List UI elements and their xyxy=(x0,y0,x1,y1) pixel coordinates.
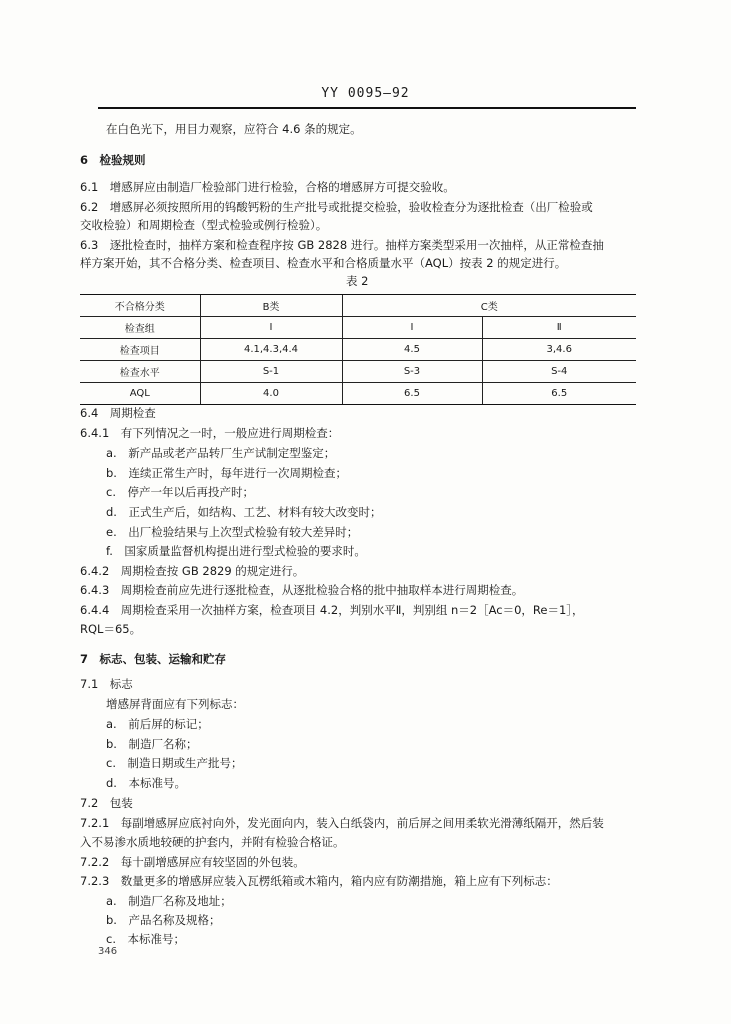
table-cell: 不合格分类 xyxy=(80,295,200,317)
table-cell: AQL xyxy=(80,383,200,405)
table-cell: Ⅰ xyxy=(342,317,482,339)
table-cell: 检查项目 xyxy=(80,339,200,361)
table-caption: 表 2 xyxy=(346,274,369,288)
text-line: RQL＝65。 xyxy=(80,622,142,636)
text-line: 6.4.3 周期检查前应先进行逐批检查，从逐批检验合格的批中抽取样本进行周期检查。 xyxy=(80,583,524,597)
table-row xyxy=(80,339,636,361)
table-cell: 检查水平 xyxy=(80,361,200,383)
text-line: 交收检验）和周期检查（型式检验或例行检验）。 xyxy=(80,218,328,232)
page-header: YY 0095—92 xyxy=(321,86,410,101)
text-line: 6.4.2 周期检查按 GB 2829 的规定进行。 xyxy=(80,564,305,578)
table-cell: 4.1,4.3,4.4 xyxy=(200,339,342,361)
list-item: b. 制造厂名称； xyxy=(106,737,198,751)
text-line: 入不易渗水质地较硬的护套内，并附有检验合格证。 xyxy=(80,835,345,849)
text-line: 7.2.1 每副增感屏应底衬向外，发光面向内，装入白纸袋内，前后屏之间用柔软光滑薄纸隔开，然后装 xyxy=(80,816,604,830)
table-cell: 6.5 xyxy=(342,383,482,405)
list-item: d. 正式生产后，如结构、工艺、材料有较大改变时； xyxy=(106,505,382,519)
subsection-heading: 7.2 包装 xyxy=(80,796,133,810)
header-rule xyxy=(98,107,636,109)
list-item: c. 停产一年以后再投产时； xyxy=(106,485,254,499)
table-cell: 6.5 xyxy=(482,383,636,405)
text-line: 7.2.3 数量更多的增感屏应装入瓦楞纸箱或木箱内，箱内应有防潮措施，箱上应有下列标志： xyxy=(80,874,558,888)
list-item: a. 新产品或老产品转厂生产试制定型鉴定； xyxy=(106,446,336,460)
table-row xyxy=(80,361,636,383)
list-item: c. 制造日期或生产批号； xyxy=(106,756,243,770)
list-item: b. 连续正常生产时，每年进行一次周期检查； xyxy=(106,466,347,480)
text-line: 在白色光下，用目力观察，应符合 4.6 条的规定。 xyxy=(106,122,362,136)
text-line: 6.4.4 周期检查采用一次抽样方案，检查项目 4.2，判别水平Ⅱ，判别组 n＝2［Ac＝0，Re＝1］， xyxy=(80,603,584,617)
list-item: b. 产品名称及规格； xyxy=(106,913,221,927)
section-heading: 7 标志、包装、运输和贮存 xyxy=(80,652,227,666)
text-line: 7.2.2 每十副增感屏应有较坚固的外包装。 xyxy=(80,855,305,869)
table-cell: Ⅰ xyxy=(200,317,342,339)
table-cell: S-3 xyxy=(342,361,482,383)
table-cell: 4.0 xyxy=(200,383,342,405)
table-cell: 4.5 xyxy=(342,339,482,361)
text-line: 6.3 逐批检查时，抽样方案和检查程序按 GB 2828 进行。抽样方案类型采用一次抽样，从正常检查抽 xyxy=(80,238,604,252)
section-heading: 6 检验规则 xyxy=(80,153,146,167)
table-cell: Ⅱ xyxy=(482,317,636,339)
table-2 xyxy=(80,294,636,405)
table-cell: 3,4.6 xyxy=(482,339,636,361)
page-number: 346 xyxy=(98,946,118,957)
text-line: 增感屏背面应有下列标志： xyxy=(106,697,244,711)
table-cell: C类 xyxy=(342,295,636,317)
list-item: a. 制造厂名称及地址； xyxy=(106,894,232,908)
list-item: a. 前后屏的标记； xyxy=(106,717,209,731)
list-item: f. 国家质量监督机构提出进行型式检验的要求时。 xyxy=(106,544,366,558)
text-line: 6.1 增感屏应由制造厂检验部门进行检验，合格的增感屏方可提交验收。 xyxy=(80,180,455,194)
table-row xyxy=(80,317,636,339)
table-cell: 检查组 xyxy=(80,317,200,339)
list-item: e. 出厂检验结果与上次型式检验有较大差异时； xyxy=(106,525,359,539)
text-line: 6.4.1 有下列情况之一时，一般应进行周期检查： xyxy=(80,426,340,440)
subsection-heading: 6.4 周期检查 xyxy=(80,406,156,420)
list-item: d. 本标准号。 xyxy=(106,776,186,790)
table-cell: S-1 xyxy=(200,361,342,383)
table-row xyxy=(80,383,636,405)
table-cell: B类 xyxy=(200,295,342,317)
table-row xyxy=(80,295,636,317)
text-line: 样方案开始，其不合格分类、检查项目、检查水平和合格质量水平（AQL）按表 2 的规定进行。 xyxy=(80,256,567,270)
table-cell: S-4 xyxy=(482,361,636,383)
text-line: 6.2 增感屏必须按照所用的钨酸钙粉的生产批号或批提交检验，验收检查分为逐批检查（出厂检验或 xyxy=(80,200,593,214)
list-item: c. 本标准号； xyxy=(106,932,185,946)
subsection-heading: 7.1 标志 xyxy=(80,677,133,691)
